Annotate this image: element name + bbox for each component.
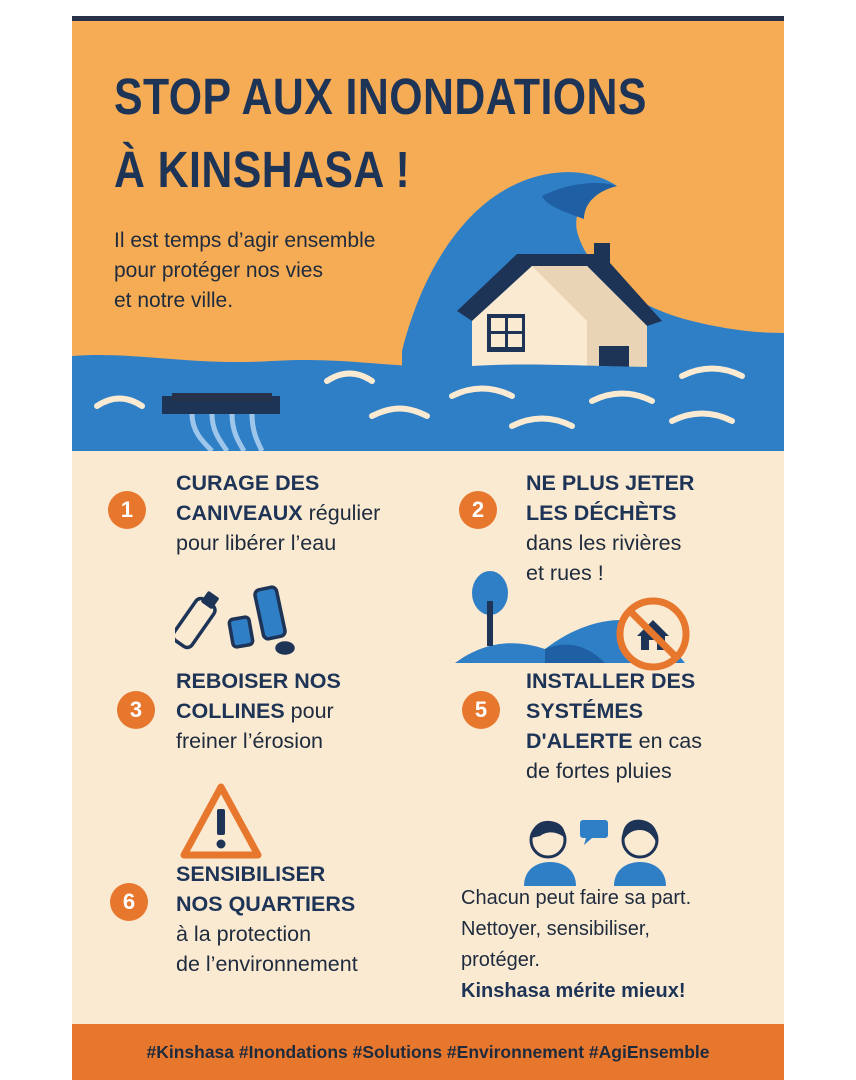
no-house-sign-icon bbox=[615, 596, 691, 672]
subtitle-line: pour protéger nos vies bbox=[114, 259, 323, 282]
subtitle-line: Il est temps d’agir ensemble bbox=[114, 229, 376, 252]
step-2-text: NE PLUS JETER LES DÉCHÈTS dans les rivières et rues ! bbox=[526, 471, 695, 585]
step-number-3: 3 bbox=[117, 691, 155, 729]
step-number-2: 2 bbox=[459, 491, 497, 529]
hashtags: #Kinshasa #Inondations #Solutions #Environnement #AgiEnsemble bbox=[146, 1042, 710, 1062]
subtitle bbox=[114, 226, 474, 316]
step-number-5: 5 bbox=[462, 691, 500, 729]
step-6-text: SENSIBILISER NOS QUARTIERS à la protection de l’environnement bbox=[176, 862, 358, 976]
step-1-text: CURAGE DES CANIVEAUX régulier pour libérer l’eau bbox=[176, 471, 381, 555]
subtitle-line: et notre ville. bbox=[114, 289, 234, 312]
title-line-1: STOP AUX INONDATIONS bbox=[114, 68, 647, 125]
warning-triangle-icon bbox=[178, 781, 264, 861]
poster bbox=[72, 16, 784, 1080]
title-line-2: À KINSHASA ! bbox=[114, 141, 411, 198]
bottles-trash-icon bbox=[175, 576, 305, 658]
step-5-text: INSTALLER DES SYSTÉMES D'ALERTE en cas de fortes pluies bbox=[526, 669, 702, 783]
step-3-text: REBOISER NOS COLLINES pour freiner l’érosion bbox=[176, 669, 341, 753]
people-talking-icon bbox=[520, 814, 670, 888]
step-number-1: 1 bbox=[108, 491, 146, 529]
closing-message: Chacun peut faire sa part. Nettoyer, sensibiliser, protéger. Kinshasa mérite mieux! bbox=[461, 887, 692, 1002]
hero-banner bbox=[72, 21, 784, 451]
step-number-6: 6 bbox=[110, 883, 148, 921]
footer-bar bbox=[72, 1024, 784, 1080]
